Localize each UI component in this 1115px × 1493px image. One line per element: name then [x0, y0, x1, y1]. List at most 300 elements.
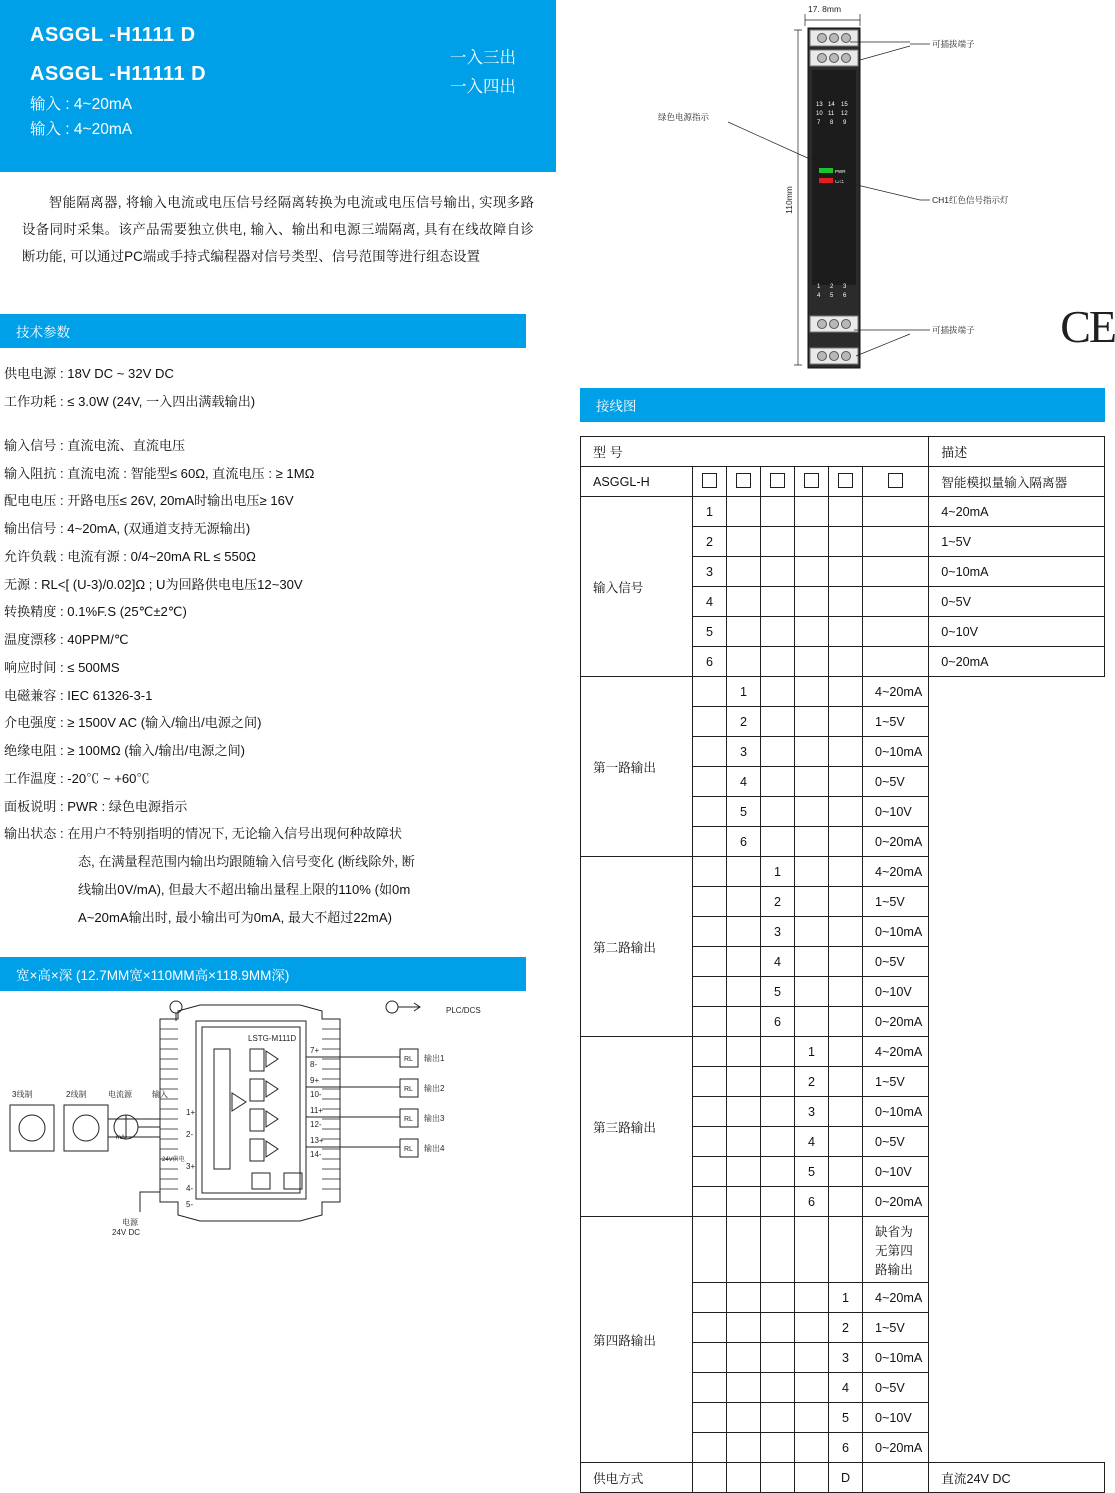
code-cell: 3 [761, 917, 795, 947]
hero-input-2: 输入 : 4~20mA [30, 121, 133, 138]
empty-cell [727, 1313, 761, 1343]
empty-cell [829, 647, 863, 677]
empty-cell [795, 1433, 829, 1463]
code-cell: 1 [727, 677, 761, 707]
desc-cell: 0~20mA [863, 1433, 929, 1463]
empty-cell [693, 947, 727, 977]
empty-cell [727, 857, 761, 887]
empty-cell [795, 767, 829, 797]
spec-output-state: 输出状态 : 在用户不特别指明的情况下, 无论输入信号出现何种故障状 [4, 826, 402, 842]
empty-cell [795, 1283, 829, 1313]
section-header-wiring: 接线图 [580, 388, 1105, 422]
table-row-power [581, 1463, 1105, 1493]
empty-cell [795, 857, 829, 887]
empty-cell [727, 1127, 761, 1157]
desc-cell: 1~5V [863, 1067, 929, 1097]
desc-cell: 0~5V [863, 1127, 929, 1157]
terminal-13: 13 [816, 102, 823, 108]
empty-cell [761, 1217, 795, 1283]
desc-cell: 4~20mA [863, 857, 929, 887]
desc-cell: 0~10mA [929, 557, 1105, 587]
empty-cell [727, 1433, 761, 1463]
empty-cell [727, 1007, 761, 1037]
desc-cell: 0~10mA [863, 737, 929, 767]
circuit-diagram [0, 997, 540, 1237]
empty-cell [829, 767, 863, 797]
empty-cell [693, 1433, 727, 1463]
empty-cell [693, 1313, 727, 1343]
diagram-output-1: 输出1 [424, 1054, 445, 1064]
table-row [581, 857, 1105, 887]
empty-cell [693, 1067, 727, 1097]
diagram-pin-9: 9+ [310, 1076, 320, 1086]
empty-cell [795, 797, 829, 827]
empty-cell [795, 617, 829, 647]
empty-cell [829, 527, 863, 557]
checkbox-icon[interactable] [888, 473, 903, 488]
code-cell: 1 [829, 1283, 863, 1313]
empty-cell [863, 587, 929, 617]
empty-cell [727, 1343, 761, 1373]
code-cell: 6 [795, 1187, 829, 1217]
spec-line: 允许负载 : 电流有源 : 0/4~20mA RL ≤ 550Ω [4, 548, 256, 564]
callout-power-indicator: 绿色电源指示 [658, 112, 710, 122]
checkbox-icon[interactable] [770, 473, 785, 488]
diagram-rl-2: RL [404, 1086, 413, 1094]
empty-cell [727, 1463, 761, 1493]
empty-cell [829, 827, 863, 857]
code-cell: 6 [829, 1433, 863, 1463]
desc-cell: 4~20mA [929, 497, 1105, 527]
desc-cell: 0~10V [863, 797, 929, 827]
empty-cell [761, 557, 795, 587]
empty-cell [727, 1157, 761, 1187]
diagram-input-label: 输入 [152, 1090, 168, 1100]
table-row-base [581, 467, 1105, 497]
desc-cell: 4~20mA [863, 1283, 929, 1313]
empty-cell [761, 527, 795, 557]
empty-cell [761, 1067, 795, 1097]
empty-cell [795, 557, 829, 587]
empty-cell [795, 1313, 829, 1343]
empty-cell [795, 647, 829, 677]
empty-cell [761, 1283, 795, 1313]
empty-cell [693, 1463, 727, 1493]
empty-cell [727, 647, 761, 677]
code-cell: 5 [727, 797, 761, 827]
device-photo-area [580, 0, 1115, 380]
empty-cell [761, 1403, 795, 1433]
empty-cell [761, 767, 795, 797]
empty-cell [693, 1283, 727, 1313]
desc-cell: 4~20mA [863, 677, 929, 707]
empty-cell [829, 1037, 863, 1067]
code-cell: 6 [761, 1007, 795, 1037]
empty-cell [795, 887, 829, 917]
spec-line: 温度漂移 : 40PPM/℃ [4, 632, 129, 648]
checkbox-cell[interactable] [693, 467, 727, 497]
terminal-1: 1 [817, 284, 821, 290]
group-name-input: 输入信号 [581, 497, 693, 677]
empty-cell [829, 737, 863, 767]
empty-cell [761, 497, 795, 527]
empty-cell [693, 1217, 727, 1283]
callout-bottom-terminal: 可插拔端子 [932, 325, 975, 335]
spec-line: 输入阻抗 : 直流电流 : 智能型≤ 60Ω, 直流电压 : ≥ 1MΩ [4, 465, 315, 481]
terminal-6: 6 [843, 293, 847, 299]
code-cell: 1 [795, 1037, 829, 1067]
spec-output-state-cont: 线输出0V/mA), 但最大不超出输出量程上限的110% (如0m [78, 881, 411, 897]
empty-cell [761, 1463, 795, 1493]
empty-cell [693, 1157, 727, 1187]
empty-cell [829, 1007, 863, 1037]
empty-cell [693, 737, 727, 767]
diagram-pin-14: 14- [310, 1150, 322, 1160]
empty-cell [829, 947, 863, 977]
empty-cell [795, 977, 829, 1007]
empty-cell [727, 887, 761, 917]
empty-cell [727, 1217, 761, 1283]
empty-cell [693, 887, 727, 917]
spec-line: 绝缘电阻 : ≥ 100MΩ (输入/输出/电源之间) [4, 743, 246, 759]
empty-cell [829, 887, 863, 917]
callout-top-terminal: 可插拔端子 [932, 39, 975, 49]
empty-cell [795, 827, 829, 857]
empty-cell [863, 617, 929, 647]
diagram-output-4: 输出4 [424, 1144, 445, 1154]
empty-cell [727, 947, 761, 977]
power-led-label: PWR [835, 169, 846, 174]
code-cell: 6 [693, 647, 727, 677]
diagram-source-label: 电流源 [108, 1090, 132, 1100]
empty-cell [795, 1403, 829, 1433]
hero-tagline-line-1: 一入三出 [450, 49, 516, 67]
code-cell: 1 [693, 497, 727, 527]
spec-line: 输出信号 : 4~20mA, (双通道支持无源输出) [4, 521, 251, 537]
desc-cell: 0~10mA [863, 1343, 929, 1373]
ch1-led-label: CH1 [835, 179, 845, 184]
empty-cell [693, 677, 727, 707]
empty-cell [761, 587, 795, 617]
empty-cell [829, 497, 863, 527]
circuit-diagram-svg [0, 997, 540, 1237]
code-cell: 6 [727, 827, 761, 857]
intro-text: 智能隔离器, 将输入电流或电压信号经隔离转换为电流或电压信号输出, 实现多路设备同时采集。该产品需要独立供电, 输入、输出和电源三端隔离, 具有在线故障自诊断功能, 可以通过PC端或手持式编程器对信号类型、信号范围等进行组态设置 [22, 195, 534, 264]
checkbox-icon[interactable] [804, 473, 819, 488]
empty-cell [693, 977, 727, 1007]
spec-line: 转换精度 : 0.1%F.S (25℃±2℃) [4, 604, 187, 620]
diagram-ma-label: mA [116, 1135, 125, 1142]
spec-line: 面板说明 : PWR : 绿色电源指示 [4, 798, 188, 814]
diagram-3wire-label: 3线制 [12, 1090, 33, 1100]
terminal-8: 8 [830, 120, 834, 126]
empty-cell [829, 977, 863, 1007]
empty-cell [693, 827, 727, 857]
empty-cell [829, 797, 863, 827]
diagram-power-label: 电源 [122, 1218, 138, 1228]
code-cell: 4 [693, 587, 727, 617]
code-cell: 2 [693, 527, 727, 557]
table-row [581, 677, 1105, 707]
checkbox-cell[interactable] [727, 467, 761, 497]
table-header-row [581, 437, 1105, 467]
diagram-rl-4: RL [404, 1146, 413, 1154]
code-cell: 2 [829, 1313, 863, 1343]
empty-cell [727, 497, 761, 527]
empty-cell [727, 1097, 761, 1127]
cell-base-desc: 智能模拟量输入隔离器 [929, 467, 1105, 497]
header-desc: 描述 [929, 437, 1105, 467]
empty-cell [795, 947, 829, 977]
diagram-pin-10: 10- [310, 1090, 322, 1100]
empty-cell [863, 527, 929, 557]
device-diagram-svg [580, 0, 1115, 380]
diagram-plc-label: PLC/DCS [446, 1006, 481, 1016]
empty-cell [693, 1403, 727, 1433]
empty-cell [761, 1157, 795, 1187]
desc-cell: 0~5V [929, 587, 1105, 617]
empty-cell [761, 1373, 795, 1403]
empty-cell [863, 497, 929, 527]
empty-cell [693, 797, 727, 827]
hero-tagline [450, 44, 516, 102]
empty-cell [761, 707, 795, 737]
diagram-pin-1: 1+ [186, 1108, 196, 1118]
empty-cell [761, 797, 795, 827]
diagram-title: LSTG-M111D [248, 1034, 297, 1044]
terminal-10: 10 [816, 111, 823, 117]
empty-cell [795, 1343, 829, 1373]
desc-cell: 0~10V [863, 1403, 929, 1433]
checkbox-cell[interactable] [795, 467, 829, 497]
diagram-pin-11: 11+ [310, 1106, 323, 1116]
empty-cell [795, 737, 829, 767]
empty-cell [761, 827, 795, 857]
empty-cell [727, 1187, 761, 1217]
empty-cell [829, 857, 863, 887]
hero-tagline-line-2: 一入四出 [450, 77, 516, 96]
terminal-5: 5 [830, 293, 834, 299]
code-cell: 4 [761, 947, 795, 977]
terminal-15: 15 [841, 102, 848, 108]
empty-cell [761, 1127, 795, 1157]
section-header-parameters: 技术参数 [0, 314, 526, 348]
spec-output-state-cont: 态, 在满量程范围内输出均跟随输入信号变化 (断线除外, 断 [78, 854, 415, 870]
code-cell: 5 [829, 1403, 863, 1433]
spec-line: 供电电源 : 18V DC ~ 32V DC [4, 366, 174, 382]
empty-cell [829, 587, 863, 617]
checkbox-icon[interactable] [702, 473, 717, 488]
specs-list [0, 348, 556, 931]
diagram-pin-4: 4- [186, 1184, 194, 1194]
checkbox-cell[interactable] [761, 467, 795, 497]
desc-cell: 0~20mA [929, 647, 1105, 677]
code-cell: 3 [829, 1343, 863, 1373]
checkbox-icon[interactable] [838, 473, 853, 488]
diagram-output-3: 输出3 [424, 1114, 445, 1124]
cell-base-name: ASGGL-H [581, 467, 693, 497]
power-mode-name: 供电方式 [581, 1463, 693, 1493]
desc-cell: 1~5V [863, 1313, 929, 1343]
desc-cell: 0~5V [863, 1373, 929, 1403]
code-cell: 5 [761, 977, 795, 1007]
empty-cell [863, 557, 929, 587]
empty-cell [761, 1037, 795, 1067]
desc-cell: 0~10mA [863, 917, 929, 947]
empty-cell [761, 1313, 795, 1343]
ch1-led [819, 178, 833, 183]
empty-cell [693, 1037, 727, 1067]
power-mode-code: D [829, 1463, 863, 1493]
diagram-pin-8: 8- [310, 1060, 318, 1070]
table-row [581, 1217, 1105, 1283]
empty-cell [795, 917, 829, 947]
empty-cell [829, 1097, 863, 1127]
empty-cell [829, 617, 863, 647]
diagram-rl-1: RL [404, 1056, 413, 1064]
empty-cell [795, 527, 829, 557]
power-led [819, 168, 833, 173]
terminal-7: 7 [817, 120, 821, 126]
code-cell: 3 [795, 1097, 829, 1127]
desc-cell: 0~5V [863, 767, 929, 797]
callout-ch1-led: CH1红色信号指示灯 [932, 195, 1009, 205]
hero-banner [0, 0, 556, 172]
diagram-24v-label: 24V供电 [162, 1157, 185, 1164]
empty-cell [829, 1157, 863, 1187]
checkbox-icon[interactable] [736, 473, 751, 488]
empty-cell [693, 767, 727, 797]
checkbox-cell[interactable] [863, 467, 929, 497]
code-cell: 2 [795, 1067, 829, 1097]
diagram-pin-3: 3+ [186, 1162, 196, 1172]
hero-input-1: 输入 : 4~20mA [30, 96, 133, 113]
diagram-power-voltage: 24V DC [112, 1228, 141, 1238]
model-selection-table [580, 436, 1105, 1493]
header-model: 型 号 [581, 437, 929, 467]
empty-cell [829, 677, 863, 707]
table-row [581, 497, 1105, 527]
desc-cell: 0~5V [863, 947, 929, 977]
spec-line: 配电电压 : 开路电压≤ 26V, 20mA时输出电压≥ 16V [4, 493, 294, 509]
empty-cell [829, 1217, 863, 1283]
diagram-pin-7: 7+ [310, 1046, 320, 1056]
empty-cell [795, 1007, 829, 1037]
desc-cell: 4~20mA [863, 1037, 929, 1067]
desc-cell: 0~20mA [863, 1187, 929, 1217]
empty-cell [829, 707, 863, 737]
code-cell: 4 [829, 1373, 863, 1403]
diagram-pin-12: 12- [310, 1120, 322, 1130]
code-cell: 3 [727, 737, 761, 767]
empty-cell [693, 917, 727, 947]
empty-cell [693, 707, 727, 737]
ce-mark: CE [1060, 301, 1115, 352]
spec-line: 介电强度 : ≥ 1500V AC (输入/输出/电源之间) [4, 715, 262, 731]
diagram-output-2: 输出2 [424, 1084, 445, 1094]
empty-cell [795, 497, 829, 527]
empty-cell [693, 1187, 727, 1217]
empty-cell [727, 587, 761, 617]
desc-cell: 1~5V [863, 887, 929, 917]
empty-cell [727, 617, 761, 647]
desc-cell: 0~10V [863, 1157, 929, 1187]
spacer [4, 416, 552, 432]
empty-cell [761, 1097, 795, 1127]
diagram-pin-5: 5- [186, 1200, 194, 1210]
spec-line: 电磁兼容 : IEC 61326-3-1 [4, 687, 153, 703]
empty-cell [727, 1283, 761, 1313]
terminal-3: 3 [843, 284, 847, 290]
terminal-2: 2 [830, 284, 834, 290]
terminal-9: 9 [843, 120, 847, 126]
empty-cell [693, 1007, 727, 1037]
empty-cell [761, 617, 795, 647]
group-name-out1: 第一路输出 [581, 677, 693, 857]
empty-cell [761, 1433, 795, 1463]
empty-cell [761, 1343, 795, 1373]
empty-cell [829, 1187, 863, 1217]
empty-cell [693, 1097, 727, 1127]
desc-cell: 1~5V [863, 707, 929, 737]
desc-cell: 0~10V [863, 977, 929, 1007]
empty-cell [795, 1373, 829, 1403]
section-header-dimensions: 宽×高×深 (12.7MM宽×110MM高×118.9MM深) [0, 957, 526, 991]
group-name-out4: 第四路输出 [581, 1217, 693, 1463]
desc-cell: 1~5V [929, 527, 1105, 557]
empty-cell [829, 1127, 863, 1157]
empty-cell [727, 977, 761, 1007]
power-mode-desc: 直流24V DC [929, 1463, 1105, 1493]
empty-cell [795, 707, 829, 737]
checkbox-cell[interactable] [829, 467, 863, 497]
right-column [580, 0, 1115, 1493]
out4-default-note: 缺省为无第四路输出 [863, 1217, 929, 1283]
code-cell: 3 [693, 557, 727, 587]
empty-cell [693, 857, 727, 887]
product-model-secondary: ASGGL -H11111 D [30, 63, 207, 85]
code-cell: 5 [795, 1157, 829, 1187]
desc-cell: 0~20mA [863, 1007, 929, 1037]
diagram-pin-2: 2- [186, 1130, 194, 1140]
device-width-label: 17. 8mm [808, 4, 842, 14]
empty-cell [795, 587, 829, 617]
empty-cell [727, 917, 761, 947]
diagram-2wire-label: 2线制 [66, 1090, 87, 1100]
empty-cell [761, 677, 795, 707]
empty-cell [727, 1037, 761, 1067]
desc-cell: 0~20mA [863, 827, 929, 857]
terminal-4: 4 [817, 293, 821, 299]
group-name-out3: 第三路输出 [581, 1037, 693, 1217]
product-model-primary: ASGGL -H1111 D [30, 24, 196, 46]
empty-cell [727, 557, 761, 587]
desc-cell: 0~10mA [863, 1097, 929, 1127]
spec-output-state-cont: A~20mA输出时, 最小输出可为0mA, 最大不超过22mA) [78, 909, 392, 925]
empty-cell [727, 1067, 761, 1097]
spec-line: 工作温度 : -20℃ ~ +60℃ [4, 770, 150, 786]
empty-cell [727, 1403, 761, 1433]
empty-cell [829, 1067, 863, 1097]
terminal-12: 12 [841, 111, 848, 117]
empty-cell [693, 1127, 727, 1157]
table-row [581, 1037, 1105, 1067]
empty-cell [693, 1343, 727, 1373]
empty-cell [863, 647, 929, 677]
desc-cell: 0~10V [929, 617, 1105, 647]
spec-line: 响应时间 : ≤ 500MS [4, 659, 120, 675]
intro-paragraph [0, 172, 556, 270]
